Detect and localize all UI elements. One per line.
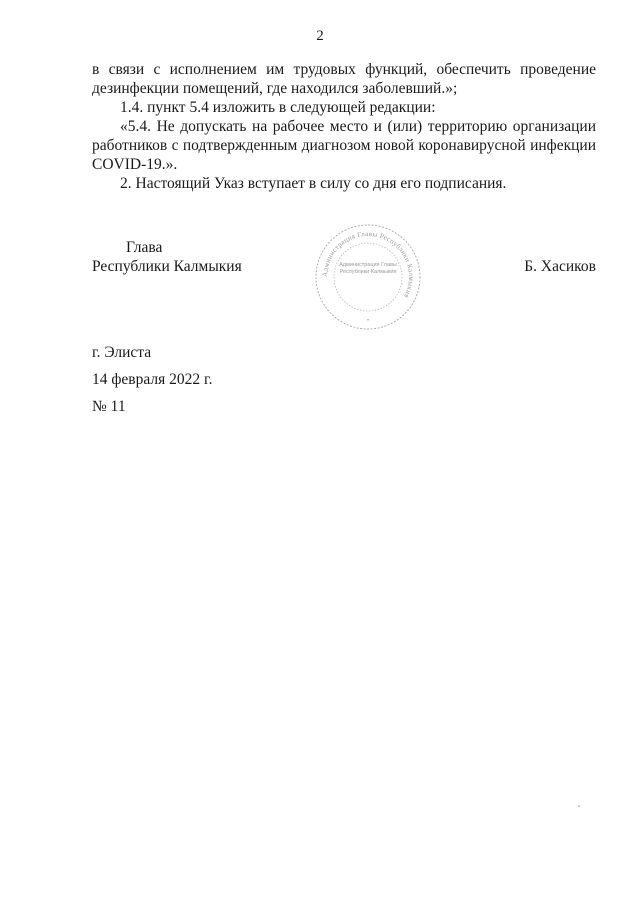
page-number: 2 xyxy=(316,28,324,44)
paragraph-item-2: 2. Настоящий Указ вступает в силу со дня его подписания. xyxy=(120,175,507,192)
official-seal xyxy=(313,222,423,332)
document-body xyxy=(92,60,596,193)
issue-date: 14 февраля 2022 г. xyxy=(92,371,213,388)
issue-place: г. Элиста xyxy=(92,344,152,361)
signer-position-line1: Глава xyxy=(126,239,163,256)
seal-center-text: Администрация Главы Республики Калмыкия xyxy=(339,262,397,275)
document-number: № 11 xyxy=(92,398,126,415)
paragraph-item-5-4: «5.4. Не допускать на рабочее место и (или) территорию организации работников с подтвержденным диагнозом новой коронавирусной инфекции COVID-19.». xyxy=(92,118,596,173)
scan-speck xyxy=(578,805,580,807)
paragraph-continuation: в связи с исполнением им трудовых функций, обеспечить проведение дезинфекции помещений, где находился заболевший.»; xyxy=(92,61,596,97)
signer-position-line2: Республики Калмыкия xyxy=(92,258,242,275)
paragraph-item-1-4: 1.4. пункт 5.4 изложить в следующей редакции: xyxy=(120,99,436,116)
seal-bottom-mark: • xyxy=(366,318,370,324)
seal-ring-text: Администрация Главы Республики Калмыкия xyxy=(320,229,416,300)
signer-name: Б. Хасиков xyxy=(524,258,596,275)
